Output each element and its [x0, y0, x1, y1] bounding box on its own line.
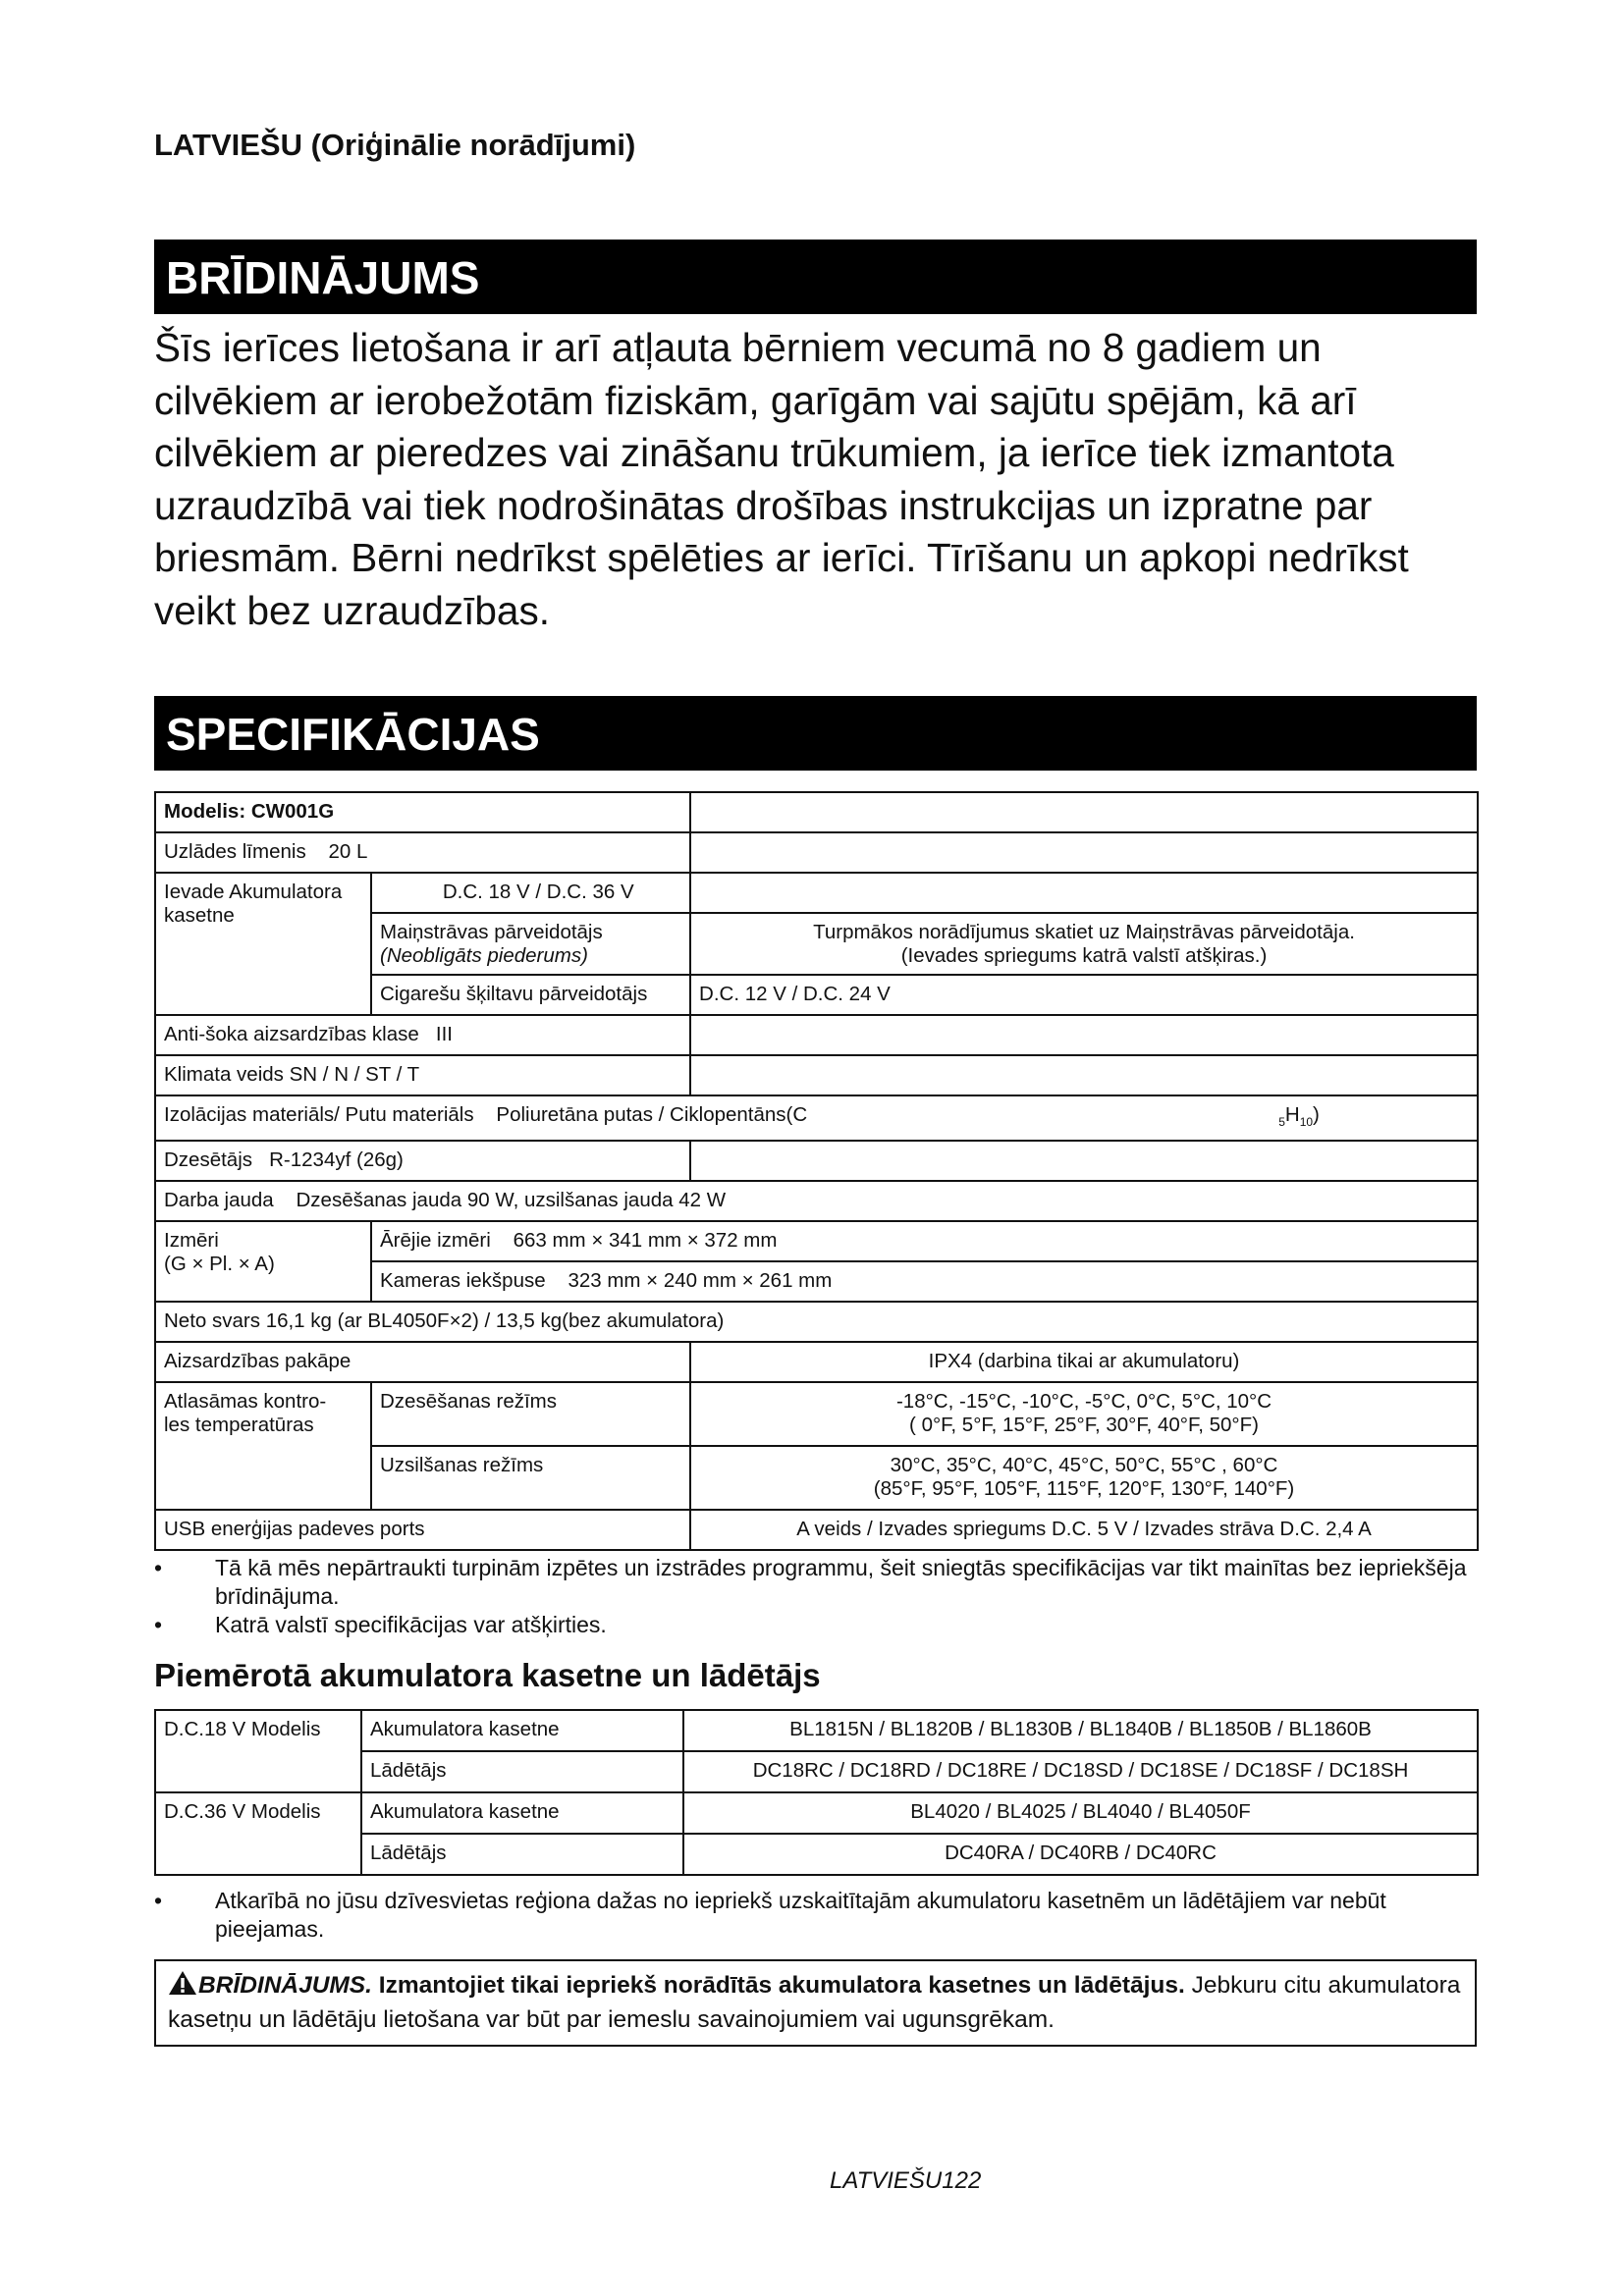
battery-cartridges-36v: BL4020 / BL4025 / BL4040 / BL4050F: [683, 1792, 1478, 1834]
spec-note: • Tā kā mēs nepārtraukti turpinām izpētes un izstrādes programmu, šeit sniegtās specifikācijas var tikt mainītas bez iepriekšēja brīdinājuma.: [154, 1555, 1467, 1609]
spec-row-usb-port: [155, 1510, 1478, 1550]
spec-row-net-weight: [155, 1302, 1478, 1342]
spec-model-value: [690, 792, 1478, 832]
spec-row-outer-dimensions: [155, 1221, 1478, 1261]
battery-cartridge-label: Akumulatora kasetne: [361, 1710, 683, 1751]
spec-insulation: Izolācijas materiāls/ Putu materiāls Poliuretāna putas / Ciklopentāns(C $_5H_{10}$): [155, 1095, 1478, 1141]
spec-dimensions: Izmēri (G × Pl. × A): [155, 1221, 371, 1302]
spec-power: Darba jauda Dzesēšanas jauda 90 W, uzsilšanas jauda 42 W: [155, 1181, 1478, 1221]
spec-row-battery-input: [155, 873, 1478, 913]
spec-model: Modelis: CW001G: [155, 792, 690, 832]
warning-bold-text: Izmantojiet tikai iepriekš norādītās akumulatora kasetnes un lādētājus.: [378, 1972, 1185, 1999]
page-title: LATVIEŠU (Oriģinālie norādījumi): [154, 128, 636, 162]
spec-climate: Klimata veids SN / N / ST / T: [155, 1055, 690, 1095]
warning-triangle-icon: [168, 1970, 197, 2004]
battery-section-heading: Piemērotā akumulatora kasetne un lādētājs: [154, 1657, 821, 1693]
battery-model-18v: D.C.18 V Modelis: [155, 1710, 361, 1792]
spec-usb-port: USB enerģijas padeves ports: [155, 1510, 690, 1550]
spec-row-protection: [155, 1342, 1478, 1382]
spec-ac-adapter: Maiņstrāvas pārveidotājs (Neobligāts piederums): [371, 913, 690, 975]
battery-cartridges-18v: BL1815N / BL1820B / BL1830B / BL1840B / BL1850B / BL1860B: [683, 1710, 1478, 1751]
spec-note: • Katrā valstī specifikācijas var atšķirties.: [154, 1612, 607, 1637]
battery-warning-box: [154, 1959, 1477, 2047]
spec-input-label: Ievade Akumulatora kasetne: [155, 873, 371, 1015]
spec-row-cooling-mode: [155, 1382, 1478, 1446]
spec-row-anti-shock: [155, 1015, 1478, 1055]
battery-model-36v: D.C.36 V Modelis: [155, 1792, 361, 1875]
spec-charge-level: Uzlādes līmenis 20 L: [155, 832, 690, 873]
warning-text: Jebkuru citu akumulatora kasetņu un lādētāju lietošana var būt par iemeslu savainojumiem vai ugunsgrēkam.: [168, 1972, 1461, 2033]
bullet-icon: •: [154, 1888, 163, 1913]
battery-chargers-36v: DC40RA / DC40RB / DC40RC: [683, 1834, 1478, 1875]
spec-heating-values: 30°C, 35°C, 40°C, 45°C, 50°C, 55°C , 60°C (85°F, 95°F, 105°F, 115°F, 120°F, 130°F, 140°F): [690, 1446, 1478, 1510]
warning-paragraph: Šīs ierīces lietošana ir arī atļauta bērniem vecumā no 8 gadiem un cilvēkiem ar ierobežotām fiziskām, garīgām vai sajūtu spējām, kā arī cilvēkiem ar pieredzes vai zināšanu trūkumiem, ja ierīce tiek izmantota uzraudzībā vai tiek nodrošinātas drošības instrukcijas un izpratne par briesmām. Bērni nedrīkst spēlēties ar ierīci. Tīrīšanu un apkopi nedrīkst veikt bez uzraudzības.: [154, 325, 1409, 633]
spec-row-refrigerant: [155, 1141, 1478, 1181]
battery-notes: [154, 1887, 1477, 1944]
warning-label: BRĪDINĀJUMS.: [198, 1972, 372, 1999]
page-footer: [830, 2167, 981, 2195]
spec-cooling-values: -18°C, -15°C, -10°C, -5°C, 0°C, 5°C, 10°C ( 0°F, 5°F, 15°F, 25°F, 30°F, 40°F, 50°F): [690, 1382, 1478, 1446]
spec-protection: Aizsardzības pakāpe: [155, 1342, 690, 1382]
spec-net-weight: Neto svars 16,1 kg (ar BL4050F×2) / 13,5 kg(bez akumulatora): [155, 1302, 1478, 1342]
spec-row-insulation: [155, 1095, 1478, 1141]
page-number: 122: [942, 2167, 982, 2194]
spec-temperature-range: Atlasāmas kontro- les temperatūras: [155, 1382, 371, 1510]
spec-chamber-inside: Kameras iekšpuse 323 mm × 240 mm × 261 mm: [371, 1261, 1478, 1302]
spec-outer-dimensions: Ārējie izmēri 663 mm × 341 mm × 372 mm: [371, 1221, 1478, 1261]
spec-refrigerant: Dzesētājs R-1234yf (26g): [155, 1141, 690, 1181]
spec-cigarette-adapter-value: D.C. 12 V / D.C. 24 V: [690, 975, 1478, 1015]
spec-cigarette-adapter: Cigarešu šķiltavu pārveidotājs: [371, 975, 690, 1015]
bullet-icon: •: [154, 1555, 163, 1580]
specification-notes: [154, 1554, 1477, 1639]
battery-chargers-18v: DC18RC / DC18RD / DC18RE / DC18SD / DC18SE / DC18SF / DC18SH: [683, 1751, 1478, 1792]
spec-ac-adapter-value: Turpmākos norādījumus skatiet uz Maiņstrāvas pārveidotāja. (Ievades spriegums katrā valstī atšķiras.): [690, 913, 1478, 975]
specifications-table: [154, 791, 1479, 1551]
spec-anti-shock: Anti-šoka aizsardzības klase III: [155, 1015, 690, 1055]
spec-usb-port-value: A veids / Izvades spriegums D.C. 5 V / Izvades strāva D.C. 2,4 A: [690, 1510, 1478, 1550]
battery-cartridge-label: Akumulatora kasetne: [361, 1792, 683, 1834]
footer-language: LATVIEŠU: [830, 2167, 943, 2194]
battery-charger-label: Lādētājs: [361, 1751, 683, 1792]
spec-cooling-mode: Dzesēšanas režīms: [371, 1382, 690, 1446]
battery-row-36v-cartridge: [155, 1792, 1478, 1834]
spec-heating-mode: Uzsilšanas režīms: [371, 1446, 690, 1510]
spec-row-power: [155, 1181, 1478, 1221]
battery-charger-table: [154, 1709, 1479, 1876]
warning-heading: BRĪDINĀJUMS: [154, 240, 1477, 314]
spec-row-climate: [155, 1055, 1478, 1095]
battery-row-18v-cartridge: [155, 1710, 1478, 1751]
bullet-icon: •: [154, 1612, 163, 1637]
spec-protection-value: IPX4 (darbina tikai ar akumulatoru): [690, 1342, 1478, 1382]
battery-charger-label: Lādētājs: [361, 1834, 683, 1875]
specifications-heading: SPECIFIKĀCIJAS: [154, 696, 1477, 771]
spec-battery-cartridge-value: D.C. 18 V / D.C. 36 V: [371, 873, 690, 913]
spec-row-charge-level: [155, 832, 1478, 873]
spec-row-model: [155, 792, 1478, 832]
battery-note: • Atkarībā no jūsu dzīvesvietas reģiona dažas no iepriekš uzskaitītajām akumulatoru kasetnēm un lādētājiem var nebūt pieejamas.: [154, 1888, 1386, 1942]
